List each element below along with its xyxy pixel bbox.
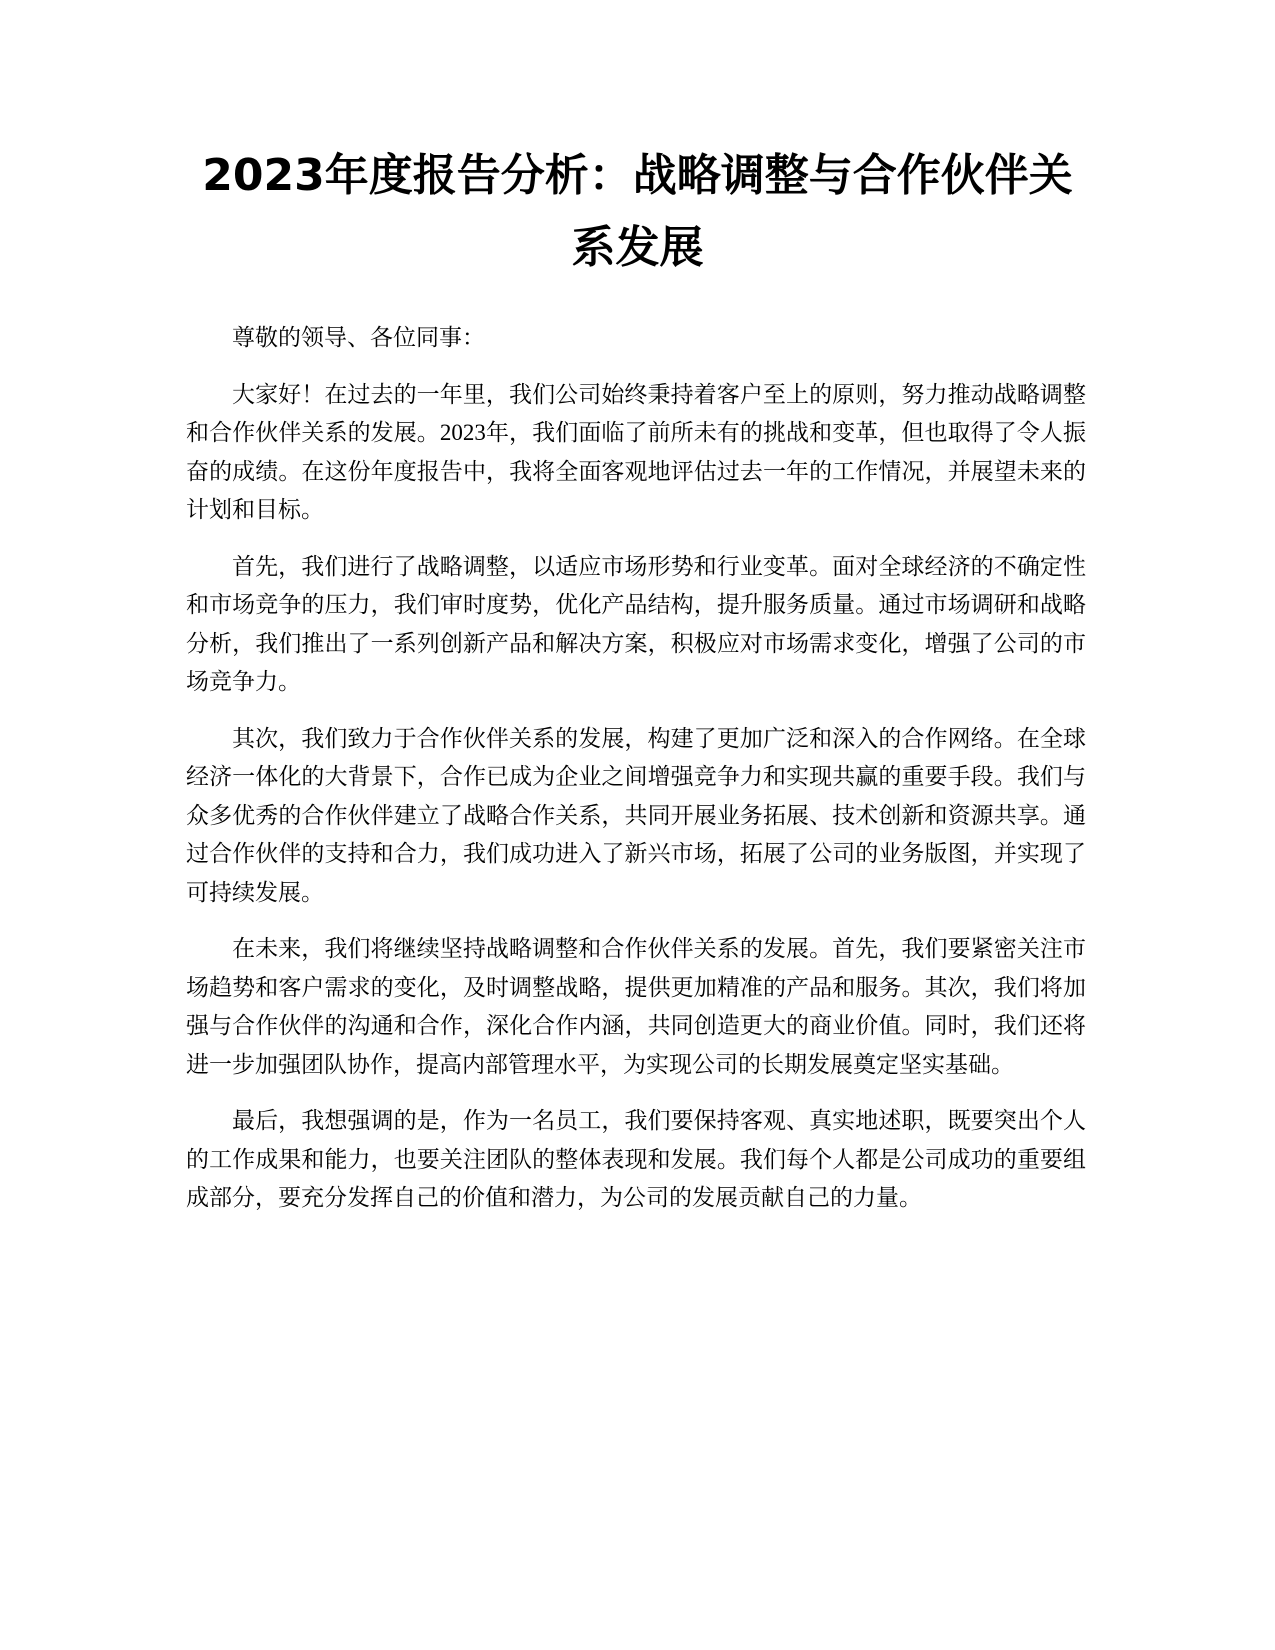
future-paragraph: 在未来，我们将继续坚持战略调整和合作伙伴关系的发展。首先，我们要紧密关注市场趋势和客户需求的变化，及时调整战略，提供更加精准的产品和服务。其次，我们将加强与合作伙伴的沟通和合作，深化合作内涵，共同创造更大的商业价值。同时，我们还将进一步加强团队协作，提高内部管理水平，为实现公司的长期发展奠定坚实基础。 — [186, 936, 1086, 1077]
document-body — [186, 319, 1086, 1236]
strategy-paragraph: 首先，我们进行了战略调整，以适应市场形势和行业变革。面对全球经济的不确定性和市场竞争的压力，我们审时度势，优化产品结构，提升服务质量。通过市场调研和战略分析，我们推出了一系列创新产品和解决方案，积极应对市场需求变化，增强了公司的市场竞争力。 — [186, 553, 1086, 694]
closing-paragraph: 最后，我想强调的是，作为一名员工，我们要保持客观、真实地述职，既要突出个人的工作成果和能力，也要关注团队的整体表现和发展。我们每个人都是公司成功的重要组成部分，要充分发挥自己的价值和潜力，为公司的发展贡献自己的力量。 — [186, 1108, 1086, 1210]
title-line-1: 2023年度报告分析：战略调整与合作伙伴关 — [202, 150, 1073, 201]
intro-paragraph: 大家好！在过去的一年里，我们公司始终秉持着客户至上的原则，努力推动战略调整和合作伙伴关系的发展。2023年，我们面临了前所未有的挑战和变革，但也取得了令人振奋的成绩。在这份年度报告中，我将全面客观地评估过去一年的工作情况，并展望未来的计划和目标。 — [186, 381, 1086, 522]
partnership-paragraph: 其次，我们致力于合作伙伴关系的发展，构建了更加广泛和深入的合作网络。在全球经济一体化的大背景下，合作已成为企业之间增强竞争力和实现共赢的重要手段。我们与众多优秀的合作伙伴建立了战略合作关系，共同开展业务拓展、技术创新和资源共享。通过合作伙伴的支持和合力，我们成功进入了新兴市场，拓展了公司的业务版图，并实现了可持续发展。 — [186, 725, 1086, 905]
salutation-paragraph: 尊敬的领导、各位同事： — [232, 325, 485, 350]
document-title — [180, 140, 1095, 284]
title-line-2: 系发展 — [571, 222, 704, 273]
